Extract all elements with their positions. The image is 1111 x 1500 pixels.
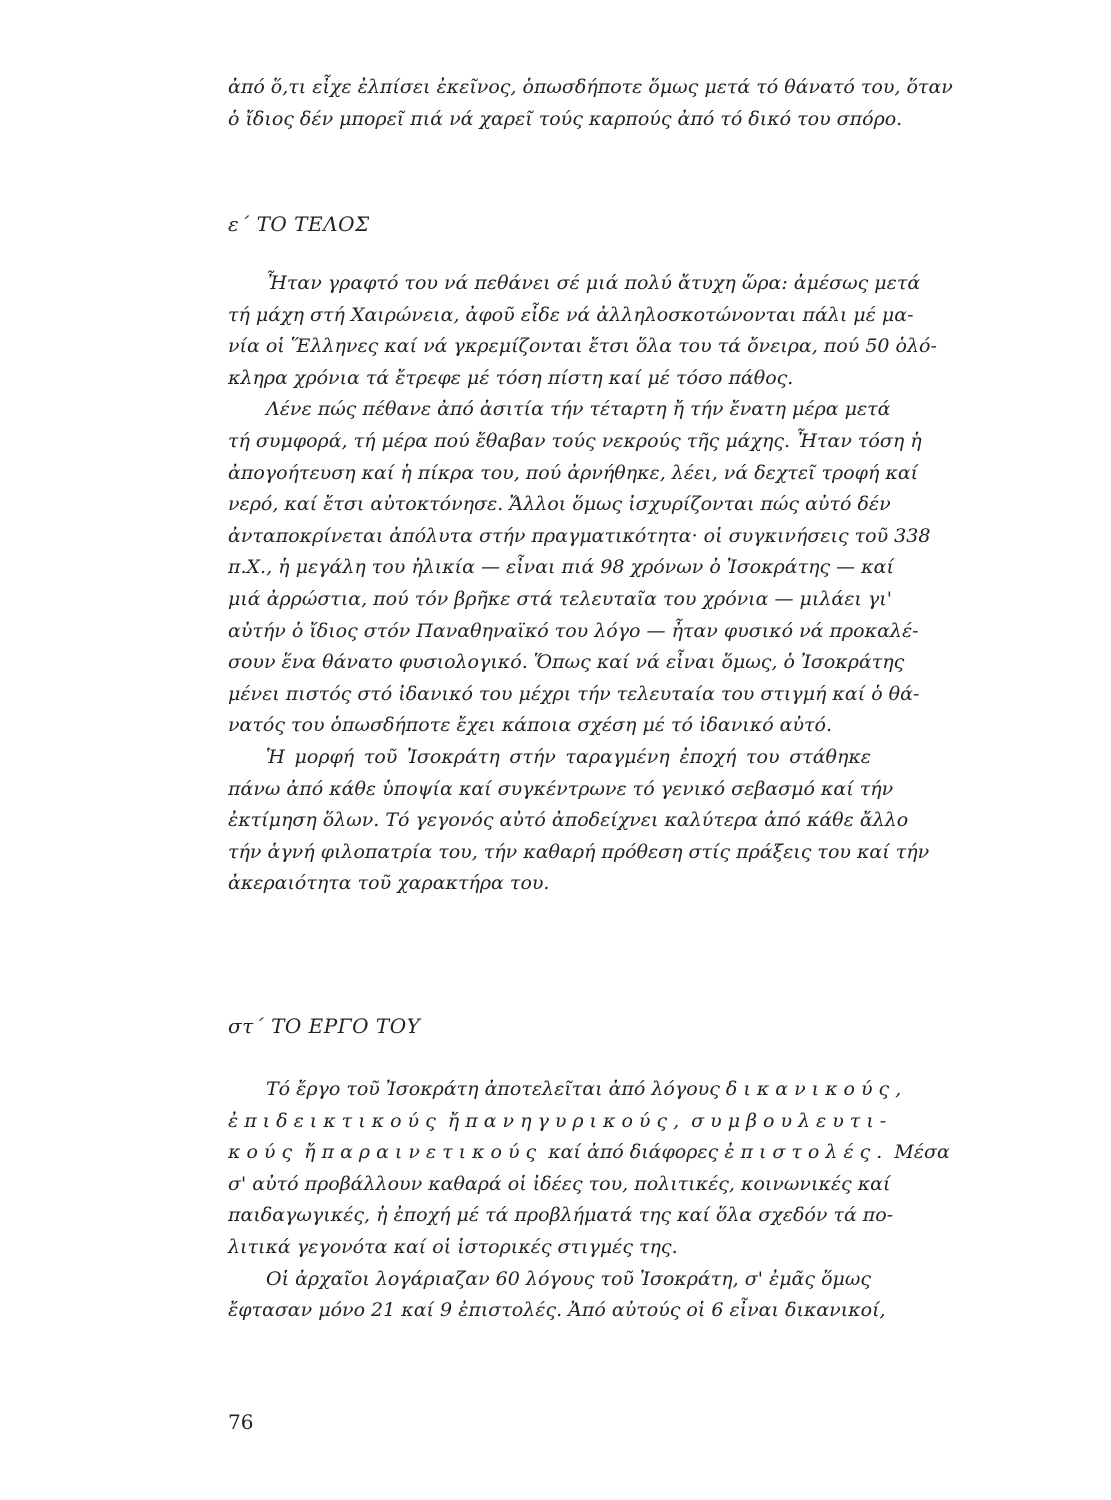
- page-number: 76: [228, 1410, 254, 1434]
- text-line: νερό, καί ἔτσι αὐτοκτόνησε. Ἄλλοι ὅμως ἰσχυρίζονται πώς αὐτό δέν: [228, 493, 891, 516]
- spaced-term: ἐπιδεικτικούς: [228, 1109, 442, 1132]
- section-body-work: [228, 1074, 950, 1327]
- text-line: Λένε πώς πέθανε ἀπό ἀσιτία τήν τέταρτη ἤ τήν ἔνατη μέρα μετά: [266, 398, 891, 421]
- text-line: [228, 1074, 908, 1106]
- text-line: πάνω ἀπό κάθε ὑποψία καί συγκέντρωνε τό γενικό σεβασμό καί τήν: [228, 777, 894, 800]
- section-heading-end: ε΄ ΤΟ ΤΕΛΟΣ: [228, 212, 370, 236]
- text-line: μιά ἀρρώστια, πού τόν βρῆκε στά τελευταῖα του χρόνια — μιλάει γι': [228, 587, 892, 610]
- text-line: μένει πιστός στό ἰδανικό του μέχρι τήν τελευταία του στιγμή καί ὁ θά-: [228, 682, 920, 705]
- section-heading-work: στ΄ ΤΟ ΕΡΓΟ ΤΟΥ: [228, 1014, 421, 1038]
- text-line: ἀκεραιότητα τοῦ χαρακτήρα του.: [228, 872, 550, 895]
- text-run: καί ἀπό διάφορες: [548, 1141, 719, 1164]
- text-line: κληρα χρόνια τά ἔτρεφε μέ τόση πίστη καί μέ τόσο πάθος.: [228, 366, 794, 389]
- text-run: Τό ἔργο τοῦ Ἰσοκράτη ἀποτελεῖται ἀπό λόγους: [266, 1078, 720, 1100]
- text-run: Μέσα: [894, 1141, 950, 1164]
- text-line: τή μάχη στή Χαιρώνεια, ἀφοῦ εἶδε νά ἀλληλοσκοτώνονται πάλι μέ μα-: [228, 303, 914, 326]
- text-line: ὁ ἴδιος δέν μπορεῖ πιά νά χαρεῖ τούς καρπούς ἀπό τό δικό του σπόρο.: [228, 107, 903, 130]
- text-line: Ἡ μορφή τοῦ Ἰσοκράτη στήν ταραγμένη ἐποχή του στάθηκε: [266, 745, 871, 768]
- intro-paragraph: [228, 72, 953, 135]
- text-line: παιδαγωγικές, ἡ ἐποχή μέ τά προβλήματά της καί ὅλα σχεδόν τά πο-: [228, 1204, 894, 1227]
- text-run: ἤ: [304, 1141, 316, 1164]
- text-line: ἀπό ὅ,τι εἶχε ἐλπίσει ἐκεῖνος, ὁπωσδήποτε ὅμως μετά τό θάνατό του, ὅταν: [228, 76, 953, 98]
- text-run: ἤ: [447, 1109, 460, 1132]
- text-line: π.Χ., ἡ μεγάλη του ἡλικία — εἶναι πιά 98 χρόνων ὁ Ἰσοκράτης — καί: [228, 556, 894, 579]
- spaced-term: συμβουλευτι-: [691, 1109, 893, 1132]
- text-line: τή συμφορά, τή μέρα πού ἔθαβαν τούς νεκρούς τῆς μάχης. Ἦταν τόση ἡ: [228, 429, 922, 452]
- text-line: σουν ἕνα θάνατο φυσιολογικό. Ὅπως καί νά εἶναι ὅμως, ὁ Ἰσοκράτης: [228, 651, 905, 674]
- text-line: ἐκτίμηση ὅλων. Τό γεγονός αὐτό ἀποδείχνει καλύτερα ἀπό κάθε ἄλλο: [228, 809, 909, 832]
- text-line: τήν ἁγνή φιλοπατρία του, τήν καθαρή πρόθεση στίς πράξεις του καί τήν: [228, 840, 930, 863]
- text-line: νία οἱ Ἕλληνες καί νά γκρεμίζονται ἔτσι ὅλα του τά ὄνειρα, πού 50 ὁλό-: [228, 335, 937, 358]
- text-line: σ' αὐτό προβάλλουν καθαρά οἱ ἰδέες του, πολιτικές, κοινωνικές καί: [228, 1172, 891, 1195]
- text-line: Οἱ ἀρχαῖοι λογάριαζαν 60 λόγους τοῦ Ἰσοκράτη, σ' ἐμᾶς ὅμως: [266, 1267, 871, 1290]
- text-line: λιτικά γεγονότα καί οἱ ἱστορικές στιγμές της.: [228, 1235, 678, 1258]
- text-line: νατός του ὁπωσδήποτε ἔχει κάποια σχέση μέ τό ἰδανικό αὐτό.: [228, 714, 833, 737]
- text-line: Ἦταν γραφτό του νά πεθάνει σέ μιά πολύ ἄτυχη ὥρα: ἀμέσως μετά: [266, 272, 921, 294]
- spaced-term: ἐπιστολές.: [724, 1141, 889, 1164]
- spaced-term: πανηγυρικούς,: [465, 1109, 686, 1132]
- text-line: ἔφτασαν μόνο 21 καί 9 ἐπιστολές. Ἀπό αὐτούς οἱ 6 εἶναι δικανικοί,: [228, 1299, 886, 1322]
- text-line: αὐτήν ὁ ἴδιος στόν Παναθηναϊκό του λόγο — ἦταν φυσικό νά προκαλέ-: [228, 619, 919, 642]
- text-line: [228, 1106, 893, 1138]
- section-body-end: [228, 268, 937, 900]
- spaced-term: δικανικούς,: [725, 1078, 908, 1100]
- spaced-term: παραινετικούς: [321, 1141, 543, 1164]
- text-line: [228, 1137, 950, 1169]
- text-line: ἀπογοήτευση καί ἡ πίκρα του, πού ἀρνήθηκε, λέει, νά δεχτεῖ τροφή καί: [228, 461, 919, 484]
- text-line: ἀνταποκρίνεται ἀπόλυτα στήν πραγματικότητα· οἱ συγκινήσεις τοῦ 338: [228, 524, 931, 547]
- spaced-term: κούς: [228, 1141, 299, 1164]
